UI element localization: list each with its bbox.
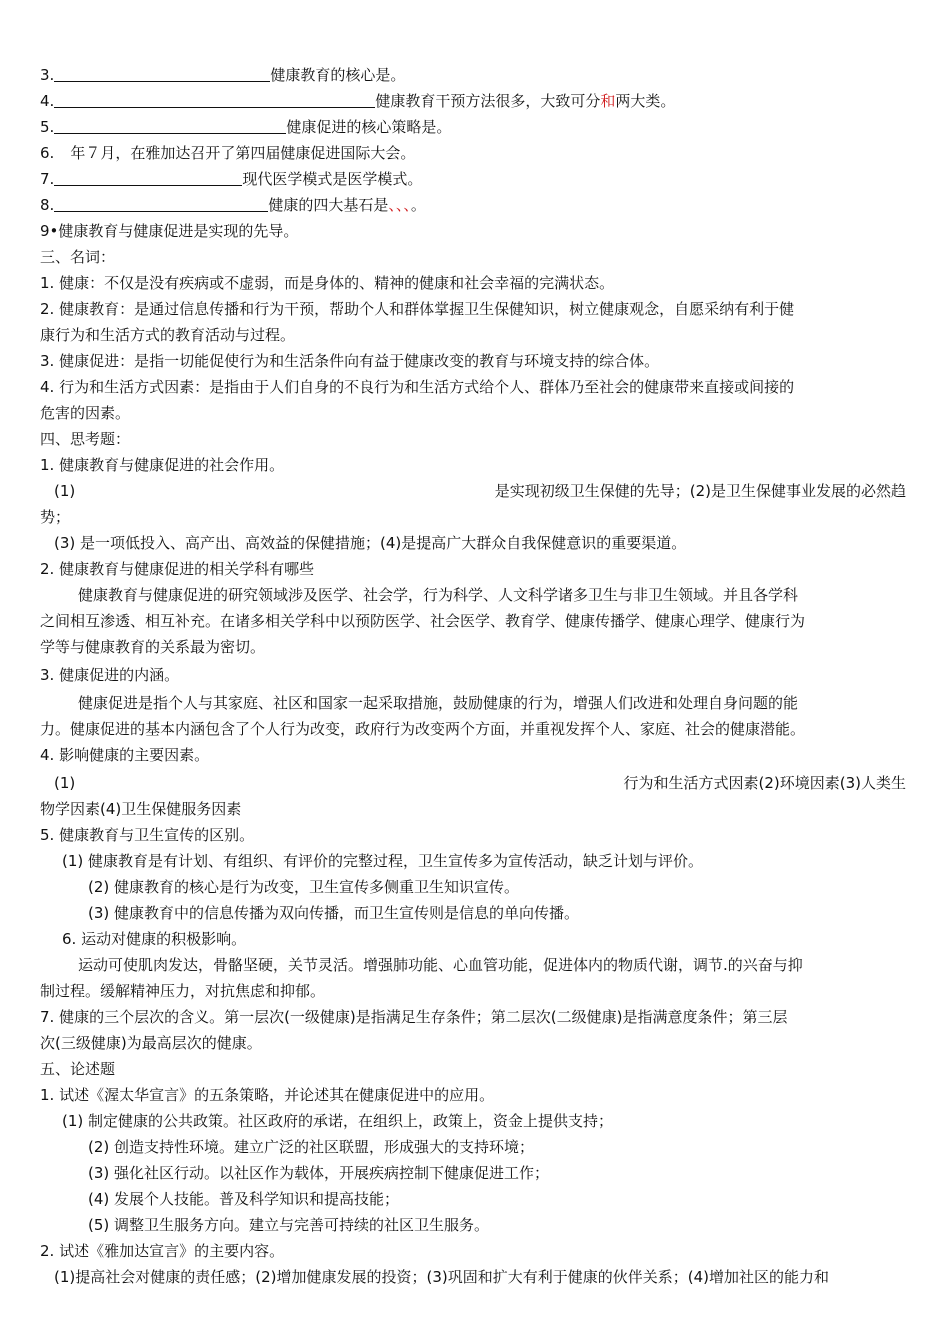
item-number: 5. bbox=[40, 118, 55, 136]
answer-text: 行为和生活方式因素(2)环境因素(3)人类生 bbox=[623, 774, 906, 792]
answer-text: 制过程。缓解精神压力，对抗焦虑和抑郁。 bbox=[40, 982, 326, 1000]
fill-item-5 bbox=[40, 114, 451, 140]
fill-item-7 bbox=[40, 166, 422, 192]
answer-text: (3) 是一项低投入、高产出、高效益的保健措施；(4)是提高广大群众自我保健意识的重要渠道。 bbox=[54, 534, 687, 552]
question-text: 7. 健康的三个层次的含义。第一层次(一级健康)是指满足生存条件；第二层次(二级健康)是指满意度条件；第三层 bbox=[40, 1008, 788, 1026]
question-title: 1. 试述《渥太华宣言》的五条策略，并论述其在健康促进中的应用。 bbox=[40, 1086, 495, 1104]
answer-line-justified bbox=[54, 478, 906, 504]
question-title: 2. 试述《雅加达宣言》的主要内容。 bbox=[40, 1242, 285, 1260]
answer-list-item: (2) 创造支持性环境。建立广泛的社区联盟，形成强大的支持环境； bbox=[88, 1138, 535, 1156]
section-heading-questions: 四、思考题： bbox=[40, 430, 131, 448]
answer-text: 健康教育与健康促进的研究领域涉及医学、社会学，行为科学、人文科学诸多卫生与非卫生领域。并且各学科 bbox=[78, 586, 799, 604]
answer-blank[interactable] bbox=[54, 196, 268, 212]
question-title: 1. 健康教育与健康促进的社会作用。 bbox=[40, 456, 285, 474]
item-text-tail: 。 bbox=[410, 196, 426, 214]
item-text: 健康教育干预方法很多，大致可分 bbox=[375, 92, 601, 110]
list-marker: (1) bbox=[54, 482, 76, 500]
fill-item-3 bbox=[40, 62, 405, 88]
item-number: 8. bbox=[40, 196, 55, 214]
answer-text: 之间相互渗透、相互补充。在诸多相关学科中以预防医学、社会医学、教育学、健康传播学、健康心理学、健康行为 bbox=[40, 612, 806, 630]
answer-line-justified bbox=[54, 770, 906, 796]
answer-text: 势； bbox=[40, 508, 71, 526]
term-definition-line: 2. 健康教育：是通过信息传播和行为干预，帮助个人和群体掌握卫生保健知识，树立健康观念，自愿采纳有利于健 bbox=[40, 300, 795, 318]
answer-list-item: (3) 健康教育中的信息传播为双向传播，而卫生宣传则是信息的单向传播。 bbox=[88, 904, 580, 922]
term-definition-line: 1. 健康：不仅是没有疾病或不虚弱，而是身体的、精神的健康和社会幸福的完满状态。 bbox=[40, 274, 615, 292]
question-title: 5. 健康教育与卫生宣传的区别。 bbox=[40, 826, 255, 844]
item-text: 健康促进的核心策略是。 bbox=[286, 118, 452, 136]
term-definition-line: 康行为和生活方式的教育活动与过程。 bbox=[40, 326, 296, 344]
item-number: 4. bbox=[40, 92, 55, 110]
question-title: 2. 健康教育与健康促进的相关学科有哪些 bbox=[40, 560, 315, 578]
answer-list-item: (1) 制定健康的公共政策。社区政府的承诺，在组织上，政策上，资金上提供支持； bbox=[62, 1112, 614, 1130]
section-heading-terms: 三、名词： bbox=[40, 248, 116, 266]
term-definition-line: 危害的因素。 bbox=[40, 404, 131, 422]
question-title: 6. 运动对健康的积极影响。 bbox=[62, 930, 247, 948]
item-number: 7. bbox=[40, 170, 55, 188]
fill-item-9 bbox=[40, 218, 298, 244]
item-text: 健康教育与健康促进是实现的先导。 bbox=[58, 222, 299, 240]
question-title: 4. 影响健康的主要因素。 bbox=[40, 746, 210, 764]
answer-list-item: (2) 健康教育的核心是行为改变，卫生宣传多侧重卫生知识宣传。 bbox=[88, 878, 520, 896]
item-number: 3. bbox=[40, 66, 55, 84]
list-marker: (1) bbox=[54, 774, 76, 792]
item-text: 年７月，在雅加达召开了第四届健康促进国际大会。 bbox=[70, 144, 416, 162]
fill-item-8 bbox=[40, 192, 426, 218]
answer-list-item: (1) 健康教育是有计划、有组织、有评价的完整过程，卫生宣传多为宣传活动，缺乏计划与评价。 bbox=[62, 852, 704, 870]
answer-text: 学等与健康教育的关系最为密切。 bbox=[40, 638, 266, 656]
item-number: 6. bbox=[40, 144, 55, 162]
term-definition-line: 3. 健康促进：是指一切能促使行为和生活条件向有益于健康改变的教育与环境支持的综合体。 bbox=[40, 352, 660, 370]
red-connector: 和 bbox=[600, 92, 616, 110]
answer-text: 力。健康促进的基本内涵包含了个人行为改变，政府行为改变两个方面，并重视发挥个人、家庭、社会的健康潜能。 bbox=[40, 720, 806, 738]
answer-blank[interactable] bbox=[54, 66, 270, 82]
answer-text: 健康促进是指个人与其家庭、社区和国家一起采取措施，鼓励健康的行为，增强人们改进和处理自身问题的能 bbox=[78, 694, 799, 712]
item-text: 健康教育的核心是。 bbox=[270, 66, 406, 84]
answer-text: (1)提高社会对健康的责任感；(2)增加健康发展的投资；(3)巩固和扩大有利于健康的伙伴关系；(4)增加社区的能力和 bbox=[54, 1268, 829, 1286]
answer-list-item: (5) 调整卫生服务方向。建立与完善可持续的社区卫生服务。 bbox=[88, 1216, 490, 1234]
section-heading-essay: 五、论述题 bbox=[40, 1060, 116, 1078]
item-text-tail: 两大类。 bbox=[615, 92, 676, 110]
item-text: 健康的四大基石是 bbox=[268, 196, 389, 214]
answer-blank[interactable] bbox=[54, 92, 375, 108]
answer-list-item: (3) 强化社区行动。以社区作为载体，开展疾病控制下健康促进工作； bbox=[88, 1164, 550, 1182]
red-separators: 、、、 bbox=[388, 196, 411, 214]
question-title: 3. 健康促进的内涵。 bbox=[40, 666, 180, 684]
item-text: 现代医学模式是医学模式。 bbox=[242, 170, 423, 188]
answer-blank[interactable] bbox=[54, 170, 242, 186]
fill-item-6 bbox=[40, 140, 415, 166]
answer-blank[interactable] bbox=[54, 118, 286, 134]
answer-text: 物学因素(4)卫生保健服务因素 bbox=[40, 800, 242, 818]
term-definition-line: 4. 行为和生活方式因素：是指由于人们自身的不良行为和生活方式给个人、群体乃至社会的健康带来直接或间接的 bbox=[40, 378, 795, 396]
fill-item-4 bbox=[40, 88, 675, 114]
question-text: 次(三级健康)为最高层次的健康。 bbox=[40, 1034, 262, 1052]
answer-text: 是实现初级卫生保健的先导；(2)是卫生保健事业发展的必然趋 bbox=[494, 482, 906, 500]
answer-text: 运动可使肌肉发达，骨骼坚硬，关节灵活。增强肺功能、心血管功能，促进体内的物质代谢，调节.的兴奋与抑 bbox=[78, 956, 803, 974]
answer-list-item: (4) 发展个人技能。普及科学知识和提高技能； bbox=[88, 1190, 400, 1208]
item-number: 9• bbox=[40, 222, 59, 240]
